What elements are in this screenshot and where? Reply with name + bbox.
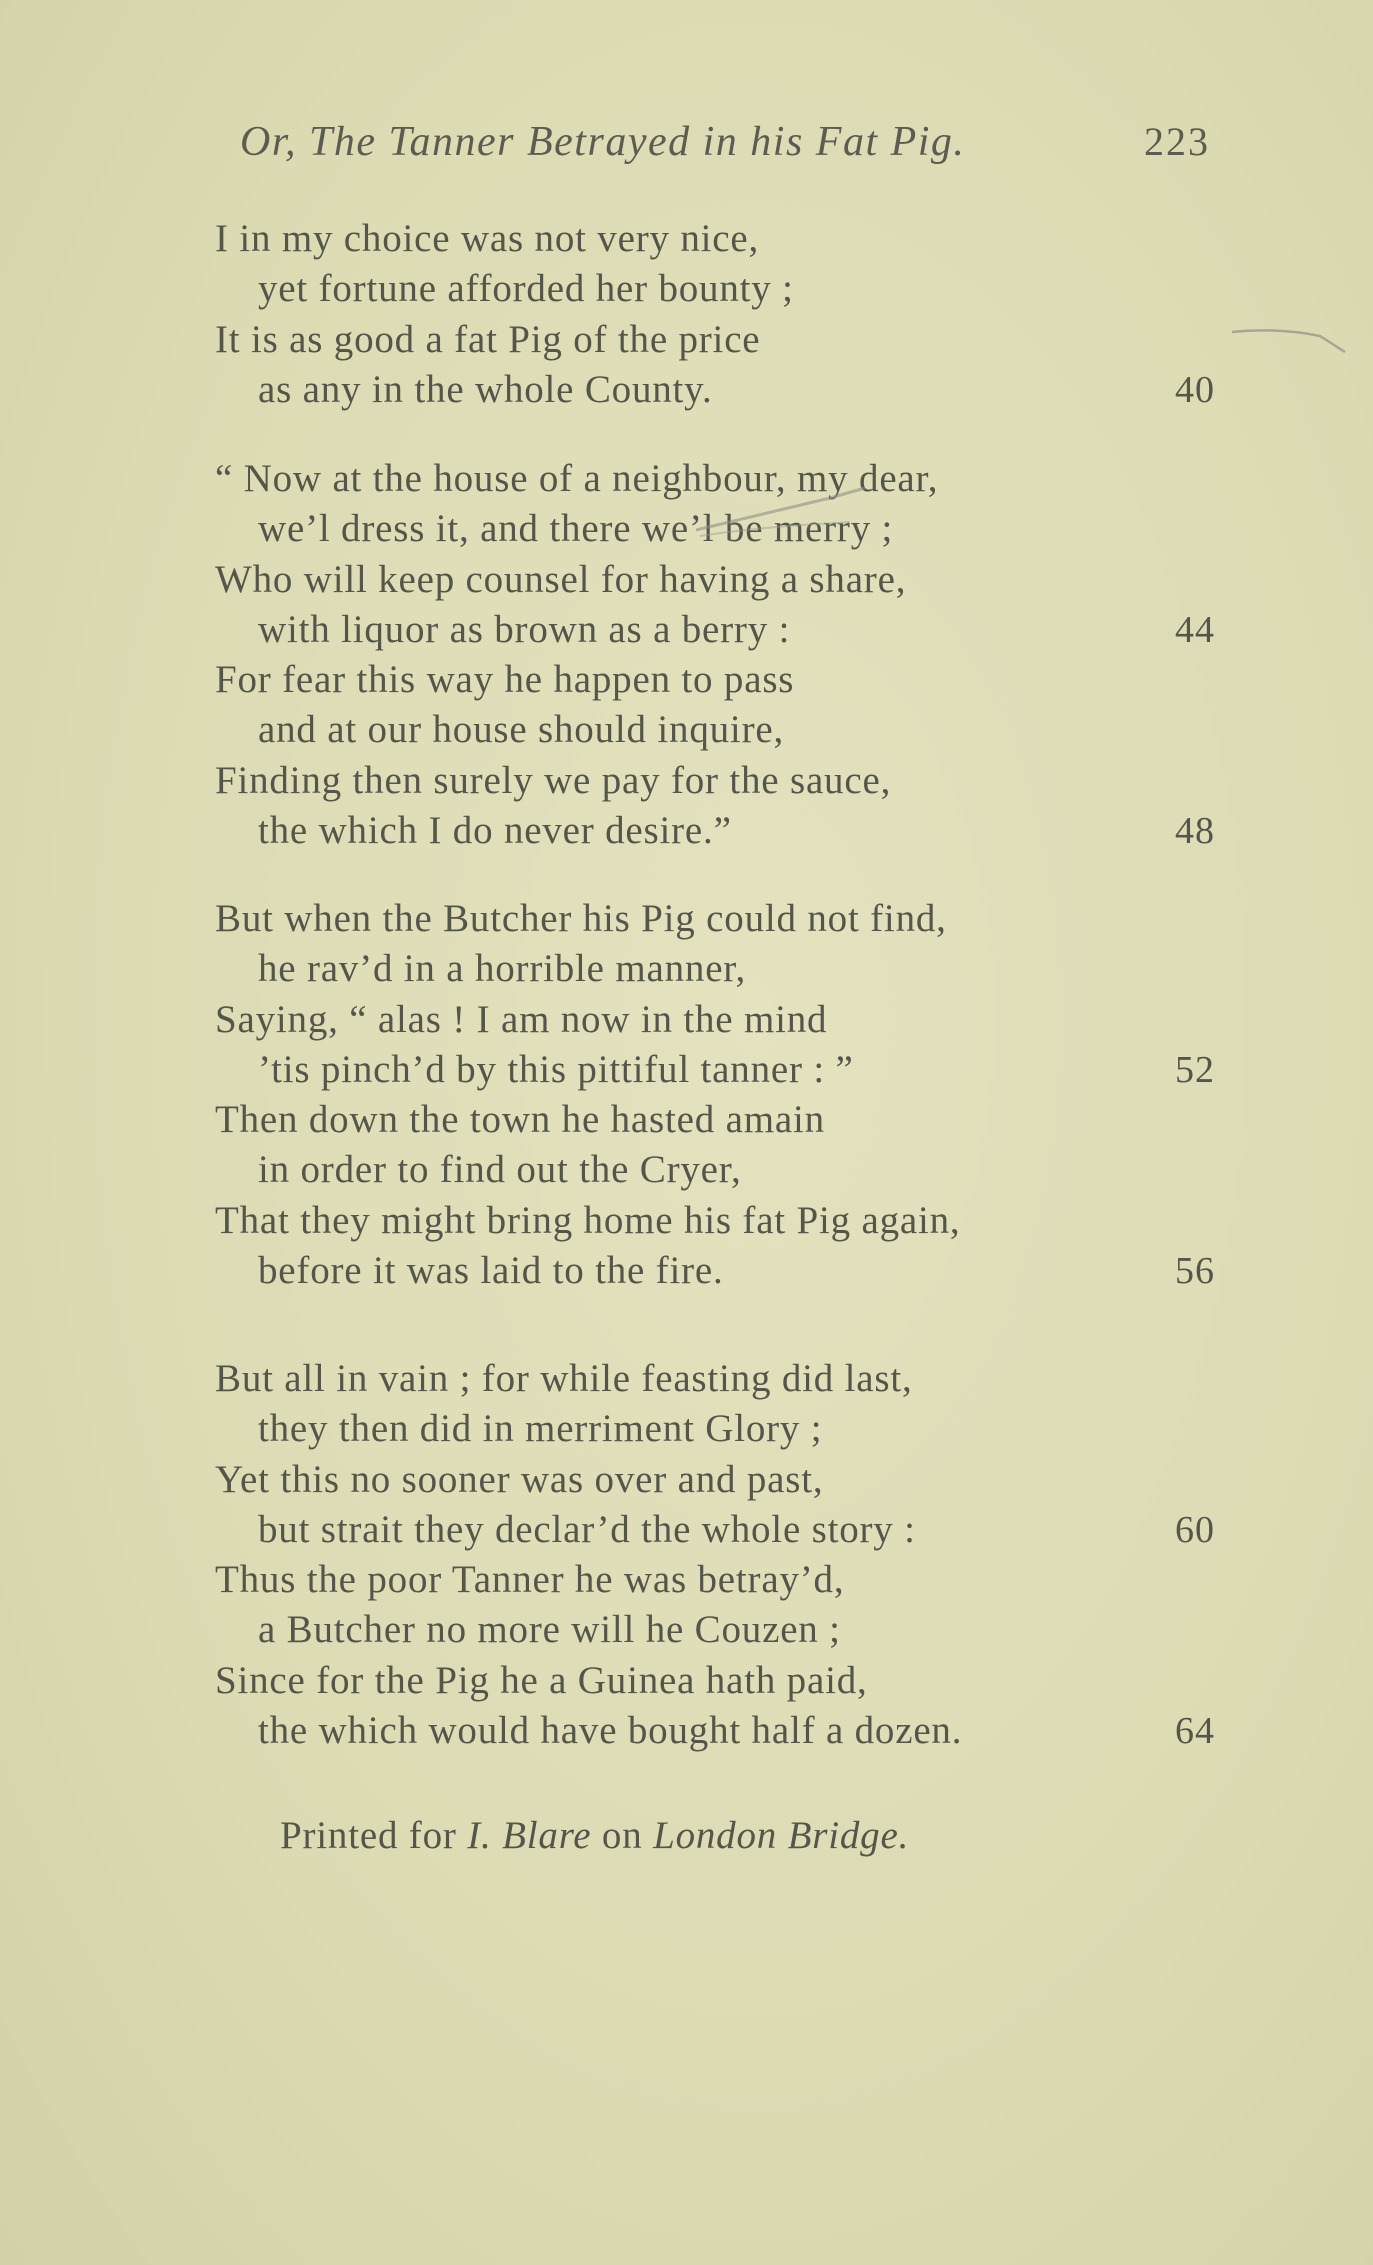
verse-line [215, 1455, 1215, 1505]
stanza-3 [215, 894, 1215, 1296]
verse-line [215, 756, 1215, 806]
verse-text: Who will keep counsel for having a share, [215, 557, 907, 601]
verse-text: as any in the whole County. [258, 367, 713, 411]
line-number: 48 [1175, 810, 1215, 853]
verse-text: I in my choice was not very nice, [215, 217, 760, 260]
verse-line [215, 504, 1215, 554]
verse-line [215, 1505, 1215, 1555]
verse-line [215, 995, 1215, 1045]
verse-text: “ Now at the house of a neighbour, my dear, [215, 457, 939, 500]
verse-text: ’tis pinch’d by this pittiful tanner : ” [258, 1047, 854, 1091]
verse-line [215, 1555, 1215, 1605]
page-number: 223 [1144, 119, 1210, 164]
line-number: 40 [1175, 368, 1215, 411]
verse-text: That they might bring home his fat Pig again, [215, 1198, 961, 1242]
verse-line [215, 944, 1215, 994]
line-number: 60 [1175, 1508, 1215, 1551]
stanza-1 [215, 214, 1215, 415]
verse-text: we’l dress it, and there we’l be merry ; [258, 507, 894, 551]
verse-text: with liquor as brown as a berry : [258, 607, 791, 651]
verse-text: It is as good a fat Pig of the price [215, 317, 761, 361]
verse-line [215, 1706, 1215, 1756]
verse-line [215, 1656, 1215, 1706]
verse-text: before it was laid to the fire. [258, 1249, 724, 1293]
verse-line [215, 1196, 1215, 1246]
line-number: 56 [1175, 1250, 1215, 1293]
verse-line [215, 555, 1215, 605]
stanza-2 [215, 454, 1215, 856]
verse-text: the which would have bought half a dozen. [258, 1709, 963, 1753]
verse-text: and at our house should inquire, [258, 708, 785, 752]
verse-text: Saying, “ alas ! I am now in the mind [215, 997, 828, 1041]
verse-line [215, 1095, 1215, 1145]
verse-line [215, 365, 1215, 415]
imprint-prefix: Printed for [280, 1814, 457, 1857]
imprint-printer: I. Blare [467, 1814, 592, 1857]
pencil-mark [1230, 318, 1350, 358]
verse-line [215, 1045, 1215, 1095]
stanza-4 [215, 1354, 1215, 1756]
verse-line [215, 605, 1215, 655]
verse-line [215, 894, 1215, 944]
verse-text: Thus the poor Tanner he was betray’d, [215, 1558, 845, 1602]
verse-text: yet fortune afforded her bounty ; [258, 267, 794, 311]
verse-text: But when the Butcher his Pig could not find, [215, 897, 947, 940]
verse-line [215, 1404, 1215, 1454]
verse-line [215, 1354, 1215, 1404]
imprint [280, 1813, 909, 1858]
line-number: 64 [1175, 1710, 1215, 1753]
verse-line [215, 1145, 1215, 1195]
line-number: 52 [1175, 1048, 1215, 1091]
verse-line [215, 1246, 1215, 1296]
verse-text: a Butcher no more will he Couzen ; [258, 1608, 841, 1652]
verse-line [215, 264, 1215, 314]
line-number: 44 [1175, 608, 1215, 651]
verse-text: he rav’d in a horrible manner, [258, 947, 747, 991]
verse-line [215, 806, 1215, 856]
verse-text: in order to find out the Cryer, [258, 1148, 742, 1192]
verse-line [215, 454, 1215, 504]
verse-line [215, 315, 1215, 365]
running-head [240, 118, 1210, 168]
verse-text: but strait they declar’d the whole story : [258, 1507, 916, 1551]
verse-text: Then down the town he hasted amain [215, 1098, 825, 1142]
verse-text: Since for the Pig he a Guinea hath paid, [215, 1658, 868, 1702]
verse-text: they then did in merriment Glory ; [258, 1407, 823, 1451]
verse-text: Finding then surely we pay for the sauce, [215, 758, 892, 802]
verse-line [215, 1605, 1215, 1655]
imprint-place: London Bridge. [653, 1814, 910, 1857]
verse-text: For fear this way he happen to pass [215, 658, 795, 702]
verse-text: Yet this no sooner was over and past, [215, 1457, 824, 1501]
imprint-middle: on [601, 1814, 643, 1857]
verse-text: the which I do never desire.” [258, 809, 732, 853]
verse-line [215, 655, 1215, 705]
verse-line [215, 214, 1215, 264]
running-title: Or, The Tanner Betrayed in his Fat Pig. [240, 119, 966, 165]
verse-line [215, 705, 1215, 755]
verse-text: But all in vain ; for while feasting did last, [215, 1357, 913, 1400]
